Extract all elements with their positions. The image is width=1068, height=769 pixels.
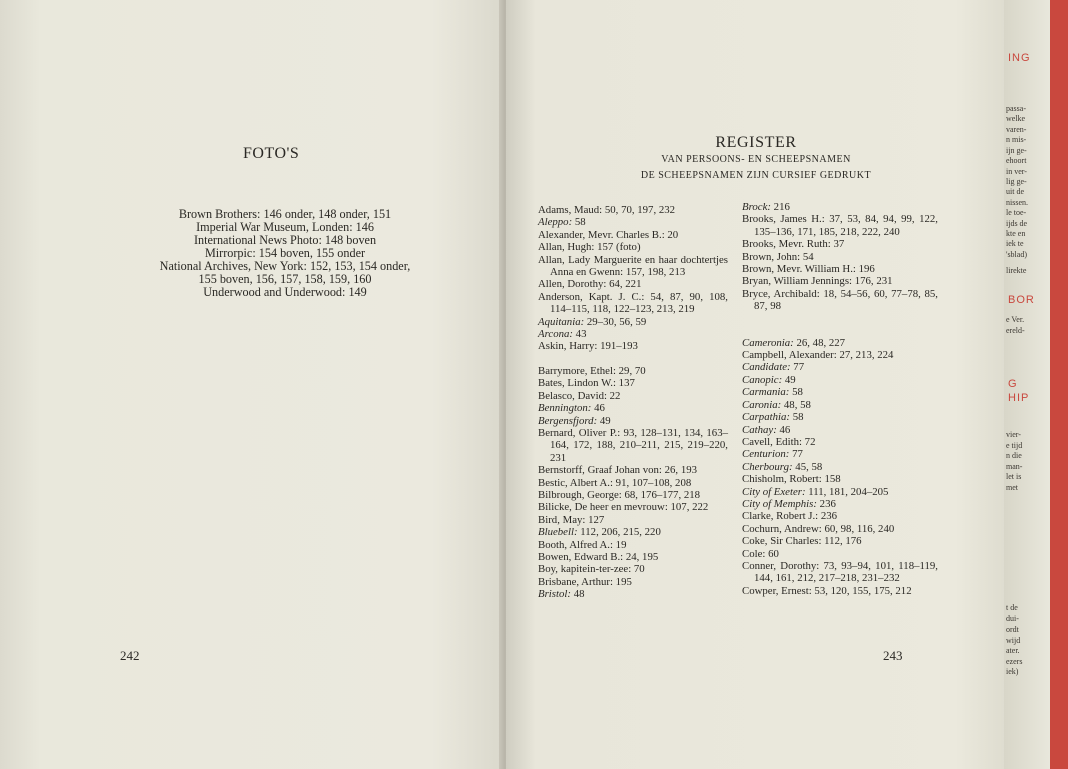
ship-name: Carpathia: (742, 411, 790, 424)
index-entry-person: Boy, kapitein-ter-zee: 70 (538, 563, 645, 576)
photo-credit-line: Imperial War Museum, Londen: 146 (196, 220, 374, 234)
index-entry-person: Bernstorff, Graaf Johan von: 26, 193 (538, 464, 698, 477)
index-entry-person: Bilbrough, George: 68, 176–177, 218 (538, 488, 701, 501)
index-entry-ship (742, 461, 938, 473)
next-page-text-fragment: in ver- (1006, 167, 1027, 176)
next-page-text-fragment: iek) (1006, 667, 1019, 676)
photo-credit-line: National Archives, New York: 152, 153, 154 onder, (159, 259, 411, 273)
ship-name: Candidate: (742, 361, 791, 374)
page-refs: 111, 181, 204–205 (805, 485, 889, 498)
ship-name: Caronia: (742, 398, 782, 411)
next-page-text-fragment: e Ver. (1006, 315, 1025, 324)
ship-name: City of Memphis: (742, 497, 817, 510)
ship-name: City of Exeter: (742, 485, 806, 498)
ship-name: Bristol: (538, 588, 571, 601)
index-entry-ship (538, 402, 728, 414)
page-refs: 49 (597, 414, 611, 427)
index-entry-person: Brooks, Mevr. Ruth: 37 (742, 238, 845, 251)
index-entry-person: Chisholm, Robert: 158 (742, 473, 841, 486)
next-page-text-fragment: vier- (1006, 430, 1021, 439)
index-entry-person: Brown, John: 54 (742, 250, 814, 263)
page-refs: 236 (816, 497, 836, 510)
photos-title: FOTO'S (243, 145, 300, 162)
next-page-text-fragment: lirekte (1006, 266, 1027, 275)
next-page-text-fragment: iek te (1006, 239, 1024, 248)
register-subtitle-2: DE SCHEEPSNAMEN ZIJN CURSIEF GEDRUKT (640, 170, 872, 181)
ship-name: Bluebell: (538, 526, 578, 539)
next-page-heading: ING (1008, 52, 1031, 64)
index-column-right (742, 201, 938, 597)
next-page-heading: G (1008, 378, 1018, 390)
index-entry-ship (742, 361, 938, 373)
index-entry-ship (742, 399, 938, 411)
photo-credit-line: International News Photo: 148 boven (193, 233, 377, 247)
page-refs: 43 (572, 328, 587, 341)
letter-gap (538, 353, 728, 365)
page-refs: 58 (790, 411, 804, 424)
letter-gap (742, 313, 938, 337)
index-entry-ship (742, 424, 938, 436)
index-entry-ship (742, 337, 938, 349)
register-title: REGISTER (715, 134, 797, 151)
index-entry-person: Bilicke, De heer en mevrouw: 107, 222 (538, 501, 709, 514)
index-entry-ship (742, 498, 938, 510)
next-page-text-fragment: ereld- (1006, 326, 1025, 335)
photo-credit-line: Underwood and Underwood: 149 (203, 285, 367, 299)
next-page-text-fragment: nissen. (1006, 198, 1028, 207)
index-entry-person: Cole: 60 (742, 547, 779, 560)
index-entry-person: Askin, Harry: 191–193 (538, 340, 638, 353)
index-entry-person: Bates, Lindon W.: 137 (538, 377, 635, 390)
ship-name: Centurion: (742, 448, 790, 461)
index-entry-ship (538, 328, 728, 340)
next-page-text-fragment: wijd (1006, 636, 1021, 645)
page-refs: 48 (571, 588, 585, 601)
next-page-text-fragment: uit de (1006, 187, 1024, 196)
index-entry-person: Cavell, Edith: 72 (742, 435, 816, 448)
index-entry-person: Bowen, Edward B.: 24, 195 (538, 550, 659, 563)
index-entry-person: Clarke, Robert J.: 236 (742, 510, 838, 523)
page-refs: 45, 58 (792, 460, 823, 473)
photo-credit-line: Mirrorpic: 154 boven, 155 onder (204, 246, 366, 260)
page-refs: 49 (782, 373, 796, 386)
next-page-text-fragment: ordt (1006, 625, 1019, 634)
photo-credits-list (120, 208, 450, 299)
next-page-text-fragment: let is (1006, 472, 1022, 481)
index-entry-person: Alexander, Mevr. Charles B.: 20 (538, 228, 679, 241)
index-column-left (538, 204, 728, 601)
index-entry-person: Brown, Mevr. William H.: 196 (742, 263, 875, 276)
ship-name: Cherbourg: (742, 460, 793, 473)
index-entry-person: Coke, Sir Charles: 112, 176 (742, 535, 862, 548)
page-refs: 46 (776, 423, 791, 436)
next-page-heading: HIP (1008, 392, 1030, 404)
page-number-right: 243 (883, 648, 903, 663)
index-entry-ship (538, 216, 728, 228)
next-page-text-fragment: varen- (1006, 125, 1027, 134)
index-entry-person: Conner, Dorothy: 73, 93–94, 101, 118–119, 144, 161, 212, 217–218, 231–232 (742, 559, 938, 585)
ship-name: Bergensfjord: (538, 414, 598, 427)
next-page-edge (1004, 0, 1068, 769)
index-entry-ship (742, 486, 938, 498)
index-entry-person: Allen, Dorothy: 64, 221 (538, 278, 642, 291)
index-entry-person: Brooks, James H.: 37, 53, 84, 94, 99, 122, 135–136, 171, 185, 218, 222, 240 (742, 213, 938, 238)
page-refs: 112, 206, 215, 220 (577, 526, 661, 539)
ship-name: Canopic: (742, 373, 783, 386)
ship-name: Carmania: (742, 386, 790, 399)
next-page-text-fragment: e tijd (1006, 441, 1023, 450)
next-page-text-fragment: ezers (1006, 657, 1023, 666)
right-page (506, 0, 1006, 769)
red-cover-strip (1050, 0, 1068, 769)
next-page-text-fragment: ijds de (1006, 219, 1028, 228)
index-entry-person: Campbell, Alexander: 27, 213, 224 (742, 349, 894, 362)
page-refs: 216 (770, 201, 790, 213)
index-entry-person: Brisbane, Arthur: 195 (538, 575, 632, 588)
page-refs: 58 (789, 386, 803, 399)
ship-name: Aquitania: (538, 315, 585, 328)
page-refs: 48, 58 (781, 398, 811, 411)
next-page-text-fragment: ater. (1006, 646, 1020, 655)
page-refs: 46 (591, 402, 605, 415)
index-entry-ship (538, 526, 728, 538)
next-page-text-fragment: dui- (1006, 614, 1019, 623)
index-entry-person: Adams, Maud: 50, 70, 197, 232 (538, 204, 676, 216)
next-page-text-fragment: n mis- (1006, 135, 1027, 144)
photo-credit-line: 155 boven, 156, 157, 158, 159, 160 (198, 272, 372, 286)
index-entry-ship (538, 588, 728, 600)
page-refs: 58 (572, 216, 586, 229)
index-entry-person: Bryce, Archibald: 18, 54–56, 60, 77–78, 85, 87, 98 (742, 287, 938, 313)
next-page-text-fragment: ehoort (1006, 156, 1027, 165)
page-refs: 29–30, 56, 59 (584, 315, 647, 328)
next-page-text-fragment: ijn ge- (1006, 146, 1027, 155)
next-page-text-fragment: met (1006, 483, 1018, 492)
ship-name: Cathay: (742, 423, 777, 436)
next-page-text-fragment: welke (1006, 114, 1026, 123)
index-entry-ship (742, 201, 938, 213)
next-page-text-fragment: 'sblad) (1006, 250, 1027, 259)
index-entry-ship (742, 374, 938, 386)
next-page-text-fragment: kte en (1006, 229, 1026, 238)
index-entry-person: Anderson, Kapt. J. C.: 54, 87, 90, 108, 114–115, 118, 122–123, 213, 219 (538, 290, 728, 316)
index-entry-person: Bryan, William Jennings: 176, 231 (742, 275, 893, 288)
index-entry-person: Barrymore, Ethel: 29, 70 (538, 364, 646, 377)
index-entry-ship (742, 411, 938, 423)
next-page-text-fragment: passa- (1006, 104, 1026, 113)
next-page-text-fragment: t de (1006, 603, 1018, 612)
ship-name: Cameronia: (742, 336, 794, 349)
next-page-text-fragment: n die (1006, 451, 1022, 460)
index-entry-person: Bird, May: 127 (538, 513, 605, 526)
photo-credit-line: Brown Brothers: 146 onder, 148 onder, 151 (178, 207, 392, 221)
ship-name: Aleppo: (538, 216, 573, 229)
next-page-text-fragment: man- (1006, 462, 1023, 471)
next-page-text-fragment: le toe- (1006, 208, 1027, 217)
next-page-heading: BOR (1008, 294, 1035, 306)
index-entry-person: Belasco, David: 22 (538, 389, 621, 402)
ship-name: Brock: (742, 201, 771, 213)
index-entry-person: Bestic, Albert A.: 91, 107–108, 208 (538, 476, 692, 489)
index-entry-person: Bernard, Oliver P.: 93, 128–131, 134, 163–164, 172, 188, 210–211, 215, 219–220, 231 (538, 426, 728, 464)
ship-name: Bennington: (538, 402, 592, 415)
ship-name: Arcona: (538, 328, 573, 341)
index-entry-person: Allan, Lady Marguerite en haar dochtertjes Anna en Gwenn: 157, 198, 213 (538, 253, 728, 279)
page-refs: 77 (790, 361, 805, 374)
index-entry-person: Booth, Alfred A.: 19 (538, 538, 627, 551)
index-entry-person: Cowper, Ernest: 53, 120, 155, 175, 212 (742, 584, 912, 597)
index-entry-ship (742, 448, 938, 460)
page-refs: 77 (789, 448, 803, 461)
index-entry-person: Allan, Hugh: 157 (foto) (538, 241, 641, 254)
index-entry-ship (538, 316, 728, 328)
page-number-left: 242 (120, 648, 140, 663)
register-subtitle-1: VAN PERSOONS- EN SCHEEPSNAMEN (661, 154, 851, 165)
page-refs: 26, 48, 227 (793, 336, 846, 349)
index-entry-ship (538, 415, 728, 427)
index-entry-person: Cochurn, Andrew: 60, 98, 116, 240 (742, 522, 895, 535)
next-page-text-fragment: lig ge- (1006, 177, 1027, 186)
index-entry-ship (742, 386, 938, 398)
left-page (0, 0, 508, 769)
